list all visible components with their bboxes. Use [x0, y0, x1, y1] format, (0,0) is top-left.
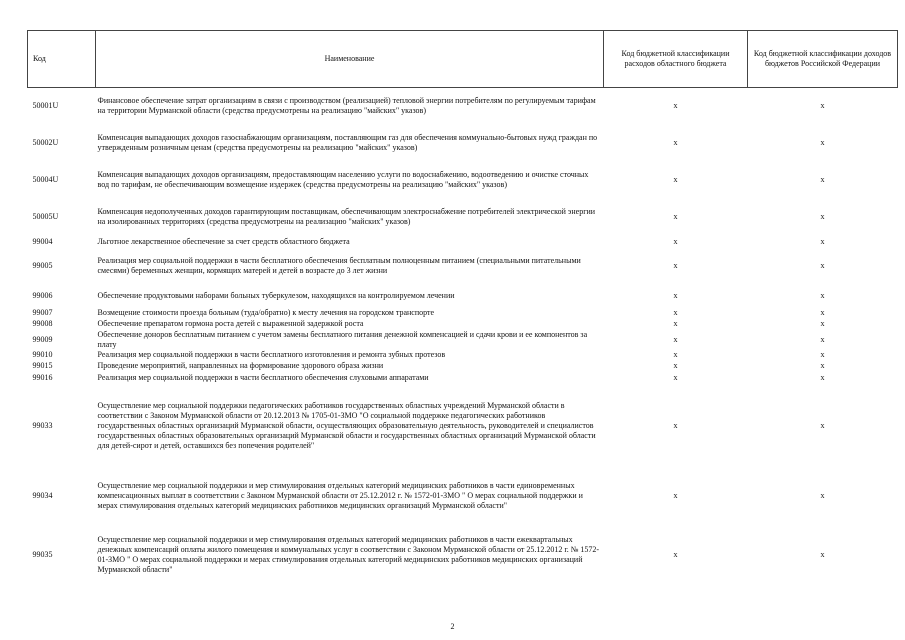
row-expense-code: x — [673, 175, 678, 184]
row-code: 50004U — [32, 175, 59, 184]
row-expense-code: x — [673, 290, 678, 300]
row-income-code: x — [820, 361, 825, 370]
header-name: Наименование — [96, 31, 604, 88]
row-name: Осуществление мер социальной поддержки и мер стимулирования отдельных категорий медицинских работников в части ежеквартальных денежных компенсаций оплаты жилого помещения и коммунальных услуг в соответствии с Законом Мурманской области от 25.12.2012 г. № 1572-01-ЗМО " О мерах социальной поддержки и мерах стимулирования отдельных категорий медицинских работников медицинских организаций Мурманской области" — [97, 534, 600, 574]
row-code: 99033 — [32, 421, 53, 430]
table-row — [28, 249, 898, 284]
row-name: Осуществление мер социальной поддержки педагогических работников государственных областных учреждений Мурманской области в соответствии с Законом Мурманской области от 20.12.2013 № 1705-01-ЗМО "О социальной поддержке педагогических работников государственных областных организаций Мурманской области, осуществляющих образовательную деятельность, руководителей и специалистов государственных областных образовательных организаций Мурманской области и государственных областных организаций Мурманской области для детей-сирот и детей, оставшихся без попечения родителей" — [97, 401, 596, 450]
row-income-code: x — [820, 350, 825, 359]
row-code: 99016 — [32, 373, 53, 382]
row-code: 99004 — [32, 237, 53, 246]
table-row — [28, 162, 898, 199]
row-expense-code: x — [673, 350, 678, 359]
row-income-code: x — [820, 334, 825, 344]
budget-classification-table — [27, 30, 898, 586]
header-income-code: Код бюджетной классификации доходов бюджетов Российской Федерации — [748, 31, 898, 88]
row-income-code: x — [820, 237, 825, 246]
row-code: 99009 — [32, 334, 53, 344]
row-code: 99007 — [32, 308, 53, 317]
table-row — [28, 88, 898, 125]
row-expense-code: x — [673, 237, 678, 246]
table-row — [28, 361, 898, 372]
row-code: 99034 — [32, 490, 53, 500]
row-income-code: x — [820, 212, 825, 221]
row-expense-code: x — [673, 373, 678, 382]
row-expense-code: x — [673, 334, 678, 344]
table-row — [28, 524, 898, 586]
row-expense-code: x — [673, 361, 678, 370]
table-row — [28, 350, 898, 361]
row-name: Осуществление мер социальной поддержки и мер стимулирования отдельных категорий медицинских работников в части единовременных компенсационных выплат в соответствии с Законом Мурманской области от 25.12.2012 г. № 1572-01-ЗМО " О мерах социальной поддержки и мерах стимулирования отдельных категорий медицинских работников медицинских организаций Мурманской области" — [97, 480, 583, 510]
row-expense-code: x — [673, 549, 678, 559]
row-name: Реализация мер социальной поддержки в части бесплатного обеспечения бесплатным полноценным питанием (специальными питательными смесями) беременных женщин, кормящих матерей и детей в возрасте до 3 лет жизни — [97, 256, 581, 275]
row-expense-code: x — [673, 212, 678, 221]
row-expense-code: x — [673, 138, 678, 147]
row-expense-code: x — [673, 261, 678, 270]
row-income-code: x — [820, 101, 825, 111]
row-income-code: x — [820, 138, 825, 147]
row-code: 99006 — [32, 290, 53, 300]
row-code: 50005U — [32, 212, 59, 221]
row-income-code: x — [820, 373, 825, 382]
row-expense-code: x — [673, 490, 678, 500]
header-expense-code: Код бюджетной классификации расходов областного бюджета — [604, 31, 748, 88]
row-name: Обеспечение препаратом гормона роста детей с выраженной задержкой роста — [97, 319, 364, 328]
row-income-code: x — [820, 319, 825, 328]
table-header-row — [28, 31, 898, 88]
table-row — [28, 385, 898, 468]
row-income-code: x — [820, 290, 825, 300]
row-code: 99015 — [32, 361, 53, 370]
row-code: 50001U — [32, 101, 59, 111]
row-name: Компенсация недополученных доходов гарантирующим поставщикам, обеспечивающим электроснабжение потребителей электрической энергии на изолированных территориях (средства предусмотрены на реализацию "майских" указов) — [97, 207, 596, 226]
row-expense-code: x — [673, 101, 678, 111]
row-income-code: x — [820, 308, 825, 317]
row-income-code: x — [820, 490, 825, 500]
table-row — [28, 319, 898, 330]
header-code: Код — [28, 31, 96, 88]
table-row — [28, 284, 898, 308]
table-row — [28, 125, 898, 162]
row-code: 99035 — [32, 549, 53, 559]
row-name: Обеспечение доноров бесплатным питанием с учетом замены бесплатного питания денежной компенсацией и сдачи крови и ее компонентов за плату — [97, 329, 588, 349]
table-row — [28, 468, 898, 524]
row-name: Льготное лекарственное обеспечение за счет средств областного бюджета — [97, 237, 350, 246]
table-row — [28, 308, 898, 319]
row-expense-code: x — [673, 421, 678, 430]
row-code: 99010 — [32, 350, 53, 359]
row-income-code: x — [820, 421, 825, 430]
row-expense-code: x — [673, 319, 678, 328]
row-expense-code: x — [673, 308, 678, 317]
row-code: 99008 — [32, 319, 53, 328]
row-name: Компенсация выпадающих доходов газоснабжающим организациям, поставляющим газ для обеспечения коммунально-бытовых нужд граждан по утвержденным розничным ценам (средства предусмотрены на реализацию "майских" указов) — [97, 133, 598, 152]
row-code: 50002U — [32, 138, 59, 147]
table-row — [28, 199, 898, 236]
row-income-code: x — [820, 175, 825, 184]
row-income-code: x — [820, 261, 825, 270]
row-name: Финансовое обеспечение затрат организациям в связи с производством (реализацией) тепловой энергии потребителям по регулируемым тарифам на территории Мурманской области (средства предусмотрены на реализацию "майских" указов) — [97, 96, 596, 116]
row-name: Возмещение стоимости проезда больным (туда/обратно) к месту лечения на городском транспорте — [97, 308, 435, 317]
table-row — [28, 236, 898, 249]
table-row — [28, 330, 898, 350]
row-name: Реализация мер социальной поддержки в части бесплатного изготовления и ремонта зубных протезов — [97, 350, 446, 359]
page-number: 2 — [450, 622, 455, 631]
row-income-code: x — [820, 549, 825, 559]
row-name: Компенсация выпадающих доходов организациям, предоставляющим населению услуги по водоснабжению, водоотведению и очистке сточных вод по тарифам, не обеспечивающим возмещение издержек (средства предусмотрены на реализацию "майских" указов) — [97, 170, 589, 189]
table-row — [28, 372, 898, 385]
row-name: Проведение мероприятий, направленных на формирование здорового образа жизни — [97, 361, 384, 370]
row-name: Реализация мер социальной поддержки в части бесплатного обеспечения слуховыми аппаратами — [97, 373, 429, 382]
row-code: 99005 — [32, 261, 53, 270]
row-name: Обеспечение продуктовыми наборами больных туберкулезом, находящихся на контролируемом лечении — [97, 290, 455, 300]
